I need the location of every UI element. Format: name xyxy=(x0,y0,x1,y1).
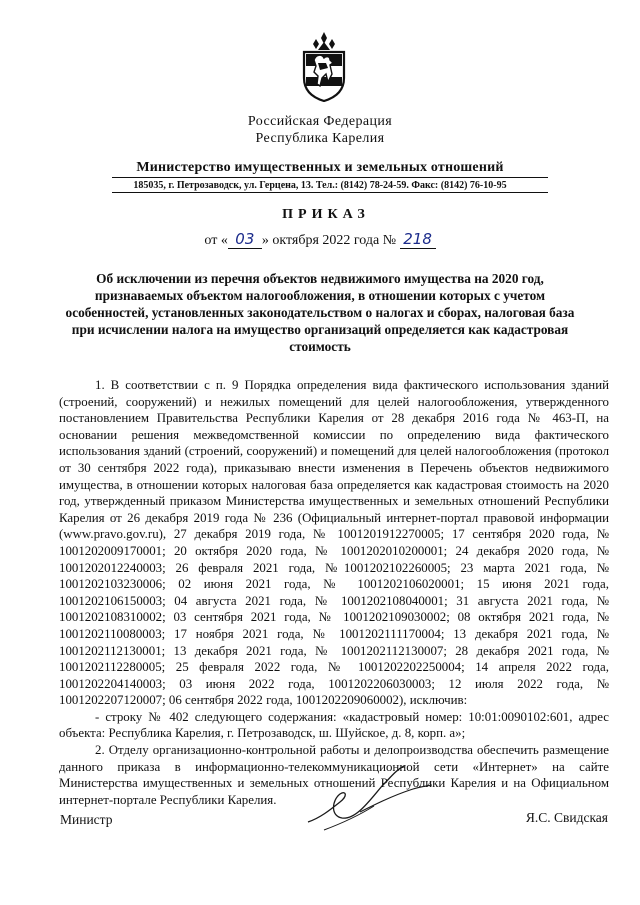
day-field xyxy=(228,232,262,249)
signatory-name: Я.С. Свидская xyxy=(525,810,608,825)
handwritten-signature xyxy=(300,760,440,840)
karelia-coat-of-arms-icon xyxy=(300,30,348,102)
date-prefix: от « xyxy=(204,233,228,248)
number-field xyxy=(400,232,436,249)
order-title: Об исключении из перечня объектов недвижимого имущества на 2020 год, признаваемых объектом налогообложения, в отношении которых с учетом особенностей, установленных законодательством о налогах и сборах, налоговая база при исчислении налога на имущество организаций определяется как кадастровая стоимость xyxy=(65,271,575,354)
country-name: Российская Федерация xyxy=(247,114,393,129)
republic-name: Республика Карелия xyxy=(255,131,385,146)
document-type: ПРИКАЗ xyxy=(282,207,370,222)
ministry-name: Министерство имущественных и земельных отношений xyxy=(136,160,504,175)
order-body xyxy=(59,377,609,808)
date-middle: » октября 2022 года № xyxy=(261,233,397,248)
issuer-header xyxy=(0,113,640,147)
address-rule xyxy=(112,192,548,193)
handwritten-day: 03 xyxy=(235,230,255,248)
header-rule xyxy=(112,177,548,178)
order-date-number xyxy=(0,232,640,249)
paragraph-2: 2. Отделу организационно-контрольной работы и делопроизводства обеспечить размещение данного приказа в информационно-телекоммуникационной сети «Интернет» на сайте Министерства имущественных и земельных отношений Республики Карелия и на Официальном интернет-портале Республики Карелия. xyxy=(59,743,609,807)
signatory-position: Министр xyxy=(60,812,113,827)
ministry-address: 185035, г. Петрозаводск, ул. Герцена, 13. Тел.: (8142) 78-24-59. Факс: (8142) 76-10-95 xyxy=(133,180,507,191)
paragraph-1: 1. В соответствии с п. 9 Порядка определения вида фактического использования зданий (строений, сооружений) и нежилых помещений для целей налогообложения, утвержденного постановлением Правительства Республики Карелия от 28 декабря 2016 года № 463-П, на основании решения межведомственной комиссии по определению вида фактического использования зданий (строений, сооружений) и помещений для целей налогообложения (протокол от 30 сентября 2022 года), приказываю внести изменения в Перечень объектов недвижимого имущества, в отношении которых налоговая база определяется как кадастровая стоимость на 2020 год, утвержденный приказом Министерства имущественных и земельных отношений Республики Карелия от 26 декабря 2019 года № 236 (Официальный интернет-портал правовой информации (www.pravo.gov.ru), 27 декабря 2019 года, № 1001201912270005; 17 сентября 2020 года, № 1001202009170001; 20 октября 2020 года, № 1001202010200001; 24 декабря 2020 года, № 1001202012240003; 26 февраля 2021 года, №1001202102260005; 23 марта 2021 года, № 1001202103230006; 02 июня 2021 года, № 1001202106020001; 15 июня 2021 года, 1001202106150003; 04 августа 2021 года, № 1001202108040001; 31 августа 2021 года, № 1001202108310002; 03 сентября 2021 года, № 1001202109030002; 08 октября 2021 года, № 1001202110080003; 17 ноября 2021 года, № 1001202111170004; 13 декабря 2021 года, № 1001202112130001; 13 декабря 2021 года, № 1001202112130007; 28 декабря 2021 года, № 1001202112280005; 25 февраля 2022 года, № 1001202202250004; 14 апреля 2022 года, 1001202204140003; 03 июня 2022 года, 1001202206030003; 12 июля 2022 года, № 1001202207120007; 06 сентября 2022 года, 1001202209060002), исключив: xyxy=(59,378,609,708)
paragraph-excluded-row: - строку № 402 следующего содержания: «кадастровый номер: 10:01:0090102:601, адрес объекта: Республика Карелия, г. Петрозаводск, ш. Шуйское, д. 8, корп. а»; xyxy=(59,709,609,741)
handwritten-order-number: 218 xyxy=(403,230,432,248)
